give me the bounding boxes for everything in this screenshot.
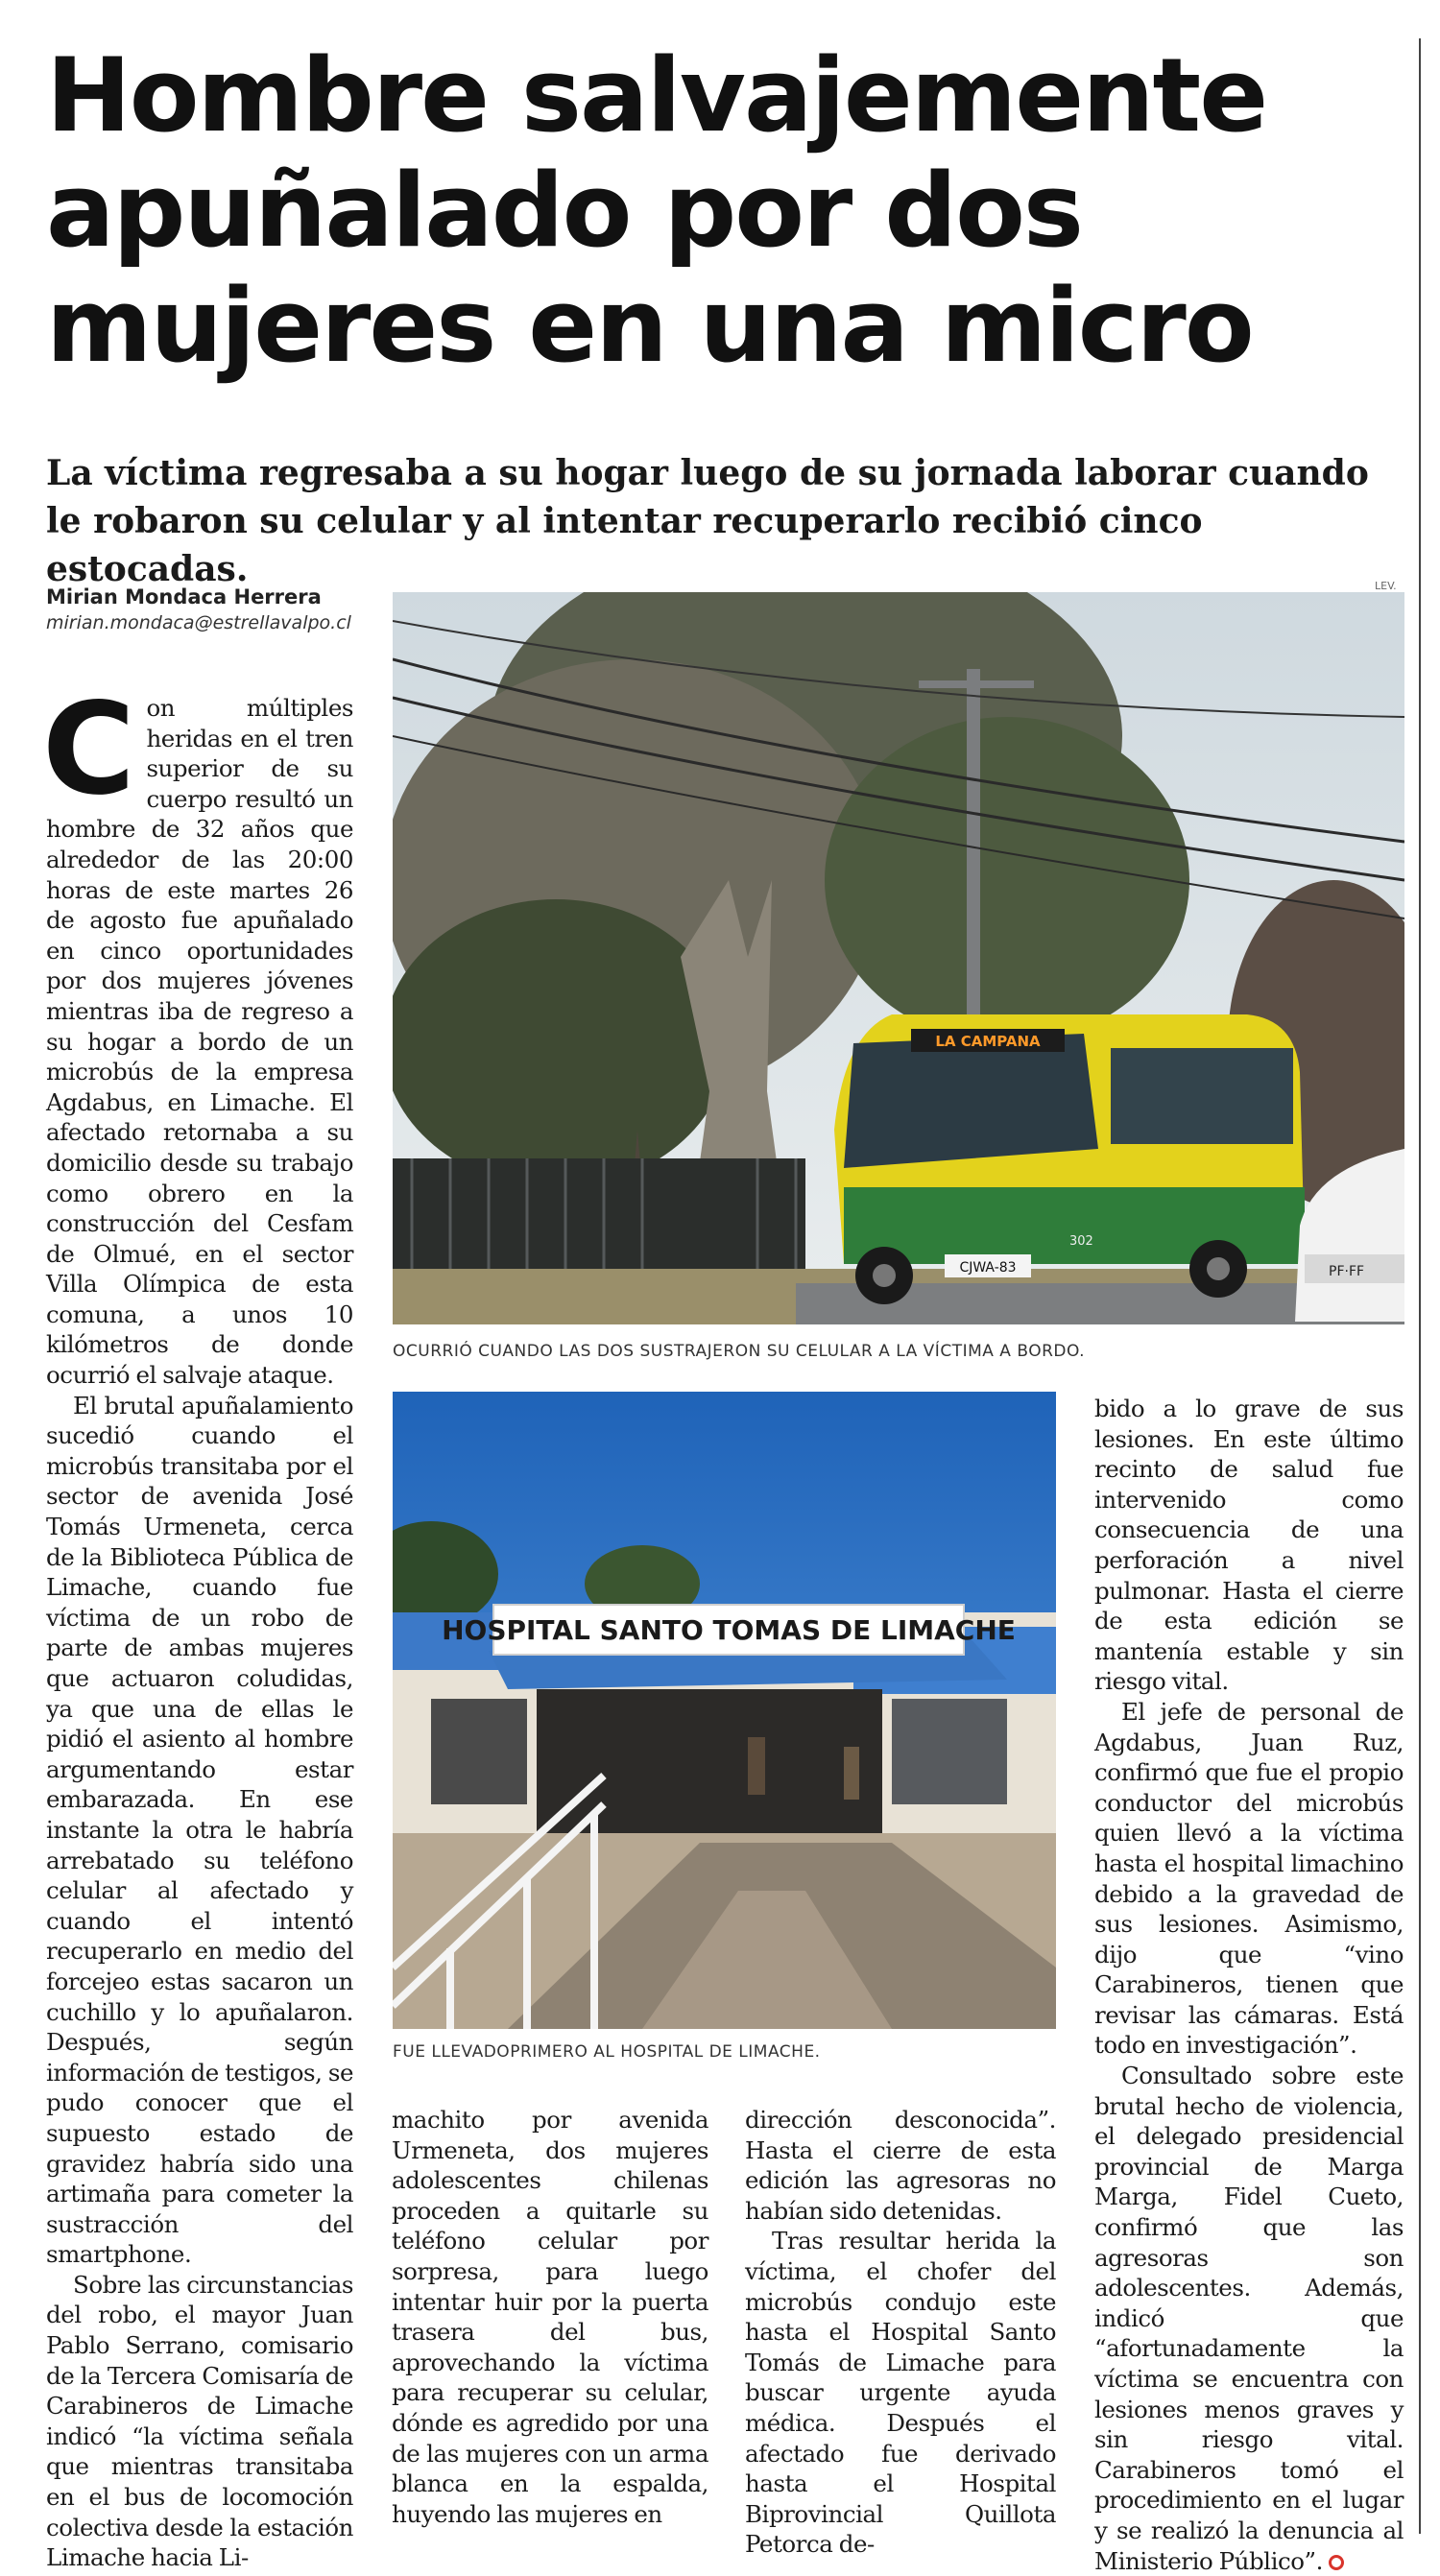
body-column-1 bbox=[42, 676, 353, 2573]
bus-plate: CJWA-83 bbox=[959, 1260, 1017, 1276]
headline: Hombre salvajemente apuñalado por dos mujeres en una micro bbox=[46, 36, 1267, 385]
byline-email[interactable]: mirian.mondaca@estrellavalpo.cl bbox=[46, 612, 351, 633]
hospital-sign: HOSPITAL SANTO TOMAS DE LIMACHE bbox=[442, 1614, 1016, 1646]
page-edge-rule bbox=[1419, 38, 1421, 2534]
photo-credit: LEV. bbox=[1375, 580, 1397, 592]
body-paragraph-5: dirección desconocida”. Hasta el cierre de esta edición las agresoras no habían sido detenidas. bbox=[745, 2106, 1056, 2225]
car-plate: PF·FF bbox=[1329, 1264, 1365, 1279]
body-column-4 bbox=[1094, 1394, 1404, 2576]
hospital-photo bbox=[393, 1392, 1056, 2029]
body-paragraph-3: Sobre las circunstancias del robo, el mayor Juan Pablo Serrano, comisario de la Tercera Comisaría de Carabineros de Limache indicó “la víctima señala que mientras transitaba en el bus de locomoción colectiva desde la estación Limache hacia Li- bbox=[46, 2270, 353, 2572]
body-paragraph-9: Consultado sobre este brutal hecho de violencia, el delegado presidencial provincial de Marga Marga, Fidel Cueto, confirmó que las agresoras son adolescentes. Además, indicó que “afortunadamente la víctima se encuentra con lesiones menos graves y sin riesgo vital. Carabineros tomó el procedimiento en el lugar y se realizó la denuncia al Ministerio Público”. bbox=[1094, 2062, 1404, 2575]
body-column-2 bbox=[392, 2105, 708, 2529]
body-paragraph-8: El jefe de personal de Agdabus, Juan Ruz, confirmó que fue el propio conductor del microbús quien llevó a la víctima hasta el hospital limachino debido a la gravedad de sus lesiones. Asimismo, dijo que “vino Carabineros, tienen que revisar las cámaras. Está todo en investigación”. bbox=[1094, 1697, 1404, 2060]
body-paragraph-2: El brutal apuñalamiento sucedió cuando el microbús transitaba por el sector de avenida José Tomás Urmeneta, cerca de la Biblioteca Pública de Limache, cuando fue víctima de un robo de parte de ambas mujeres que actuaron coludidas, ya que una de ellas le pidió el asiento al hombre argumentando estar embarazada. En ese instante la otra le habría arrebatado su teléfono celular al afectado y cuando el intentó recuperarlo en medio del forcejeo estas sacaron un cuchillo y lo apuñalaron. Después, según información de testigos, se pudo conocer que el supuesto estado de gravidez habría sido una artimaña para cometer la sustracción del smartphone. bbox=[46, 1391, 353, 2269]
drop-cap: C bbox=[42, 676, 135, 823]
bus-photo bbox=[393, 592, 1404, 1324]
body-column-3 bbox=[745, 2105, 1056, 2560]
byline-author: Mirian Mondaca Herrera bbox=[46, 585, 322, 608]
body-paragraph-1: Con múltiples heridas en el tren superior de su cuerpo resultó un hombre de 32 años que alrededor de las 20:00 horas de este martes 26 de agosto fue apuñalado en cinco oportunidades por dos mujeres jóvenes mientras iba de regreso a su hogar a bordo de un microbús de la empresa Agdabus, en Limache. El afectado retornaba a su domicilio desde su trabajo como obrero en la construcción del Cesfam de Olmué, en el sector Villa Olímpica de esta comuna, a unos 10 kilómetros de donde ocurrió el salvaje ataque. bbox=[42, 676, 353, 1390]
bus-fleet-number: 302 bbox=[1069, 1234, 1093, 1249]
body-paragraph-6: Tras resultar herida la víctima, el chofer del microbús condujo este hasta el Hospital Santo Tomás de Limache para buscar urgente ayuda médica. Después el afectado fue derivado hasta el Hospital Biprovincial Quillota Petorca de- bbox=[745, 2227, 1056, 2559]
body-paragraph-7: bido a lo grave de sus lesiones. En este último recinto de salud fue intervenido como consecuencia de una perforación a nivel pulmonar. Hasta el cierre de esta edición se mantenía estable y sin riesgo vital. bbox=[1094, 1395, 1404, 1696]
bus-photo-caption: OCURRIÓ CUANDO LAS DOS SUSTRAJERON SU CELULAR A LA VÍCTIMA A BORDO. bbox=[393, 1342, 1086, 1361]
body-paragraph-4: machito por avenida Urmeneta, dos mujeres adolescentes chilenas proceden a quitarle su teléfono celular por sorpresa, para luego intentar huir por la puerta trasera del bus, aprovechando la víctima para recuperar su celular, dónde es agredido por una de las mujeres con un arma blanca en la espalda, huyendo las mujeres en bbox=[392, 2106, 708, 2528]
deck: La víctima regresaba a su hogar luego de su jornada laborar cuando le robaron su celular y al intentar recuperarlo recibió cinco estocadas. bbox=[46, 453, 1369, 589]
hospital-photo-caption: FUE LLEVADOPRIMERO AL HOSPITAL DE LIMACHE. bbox=[393, 2042, 821, 2062]
bus-destination-sign: LA CAMPANA bbox=[935, 1033, 1041, 1050]
